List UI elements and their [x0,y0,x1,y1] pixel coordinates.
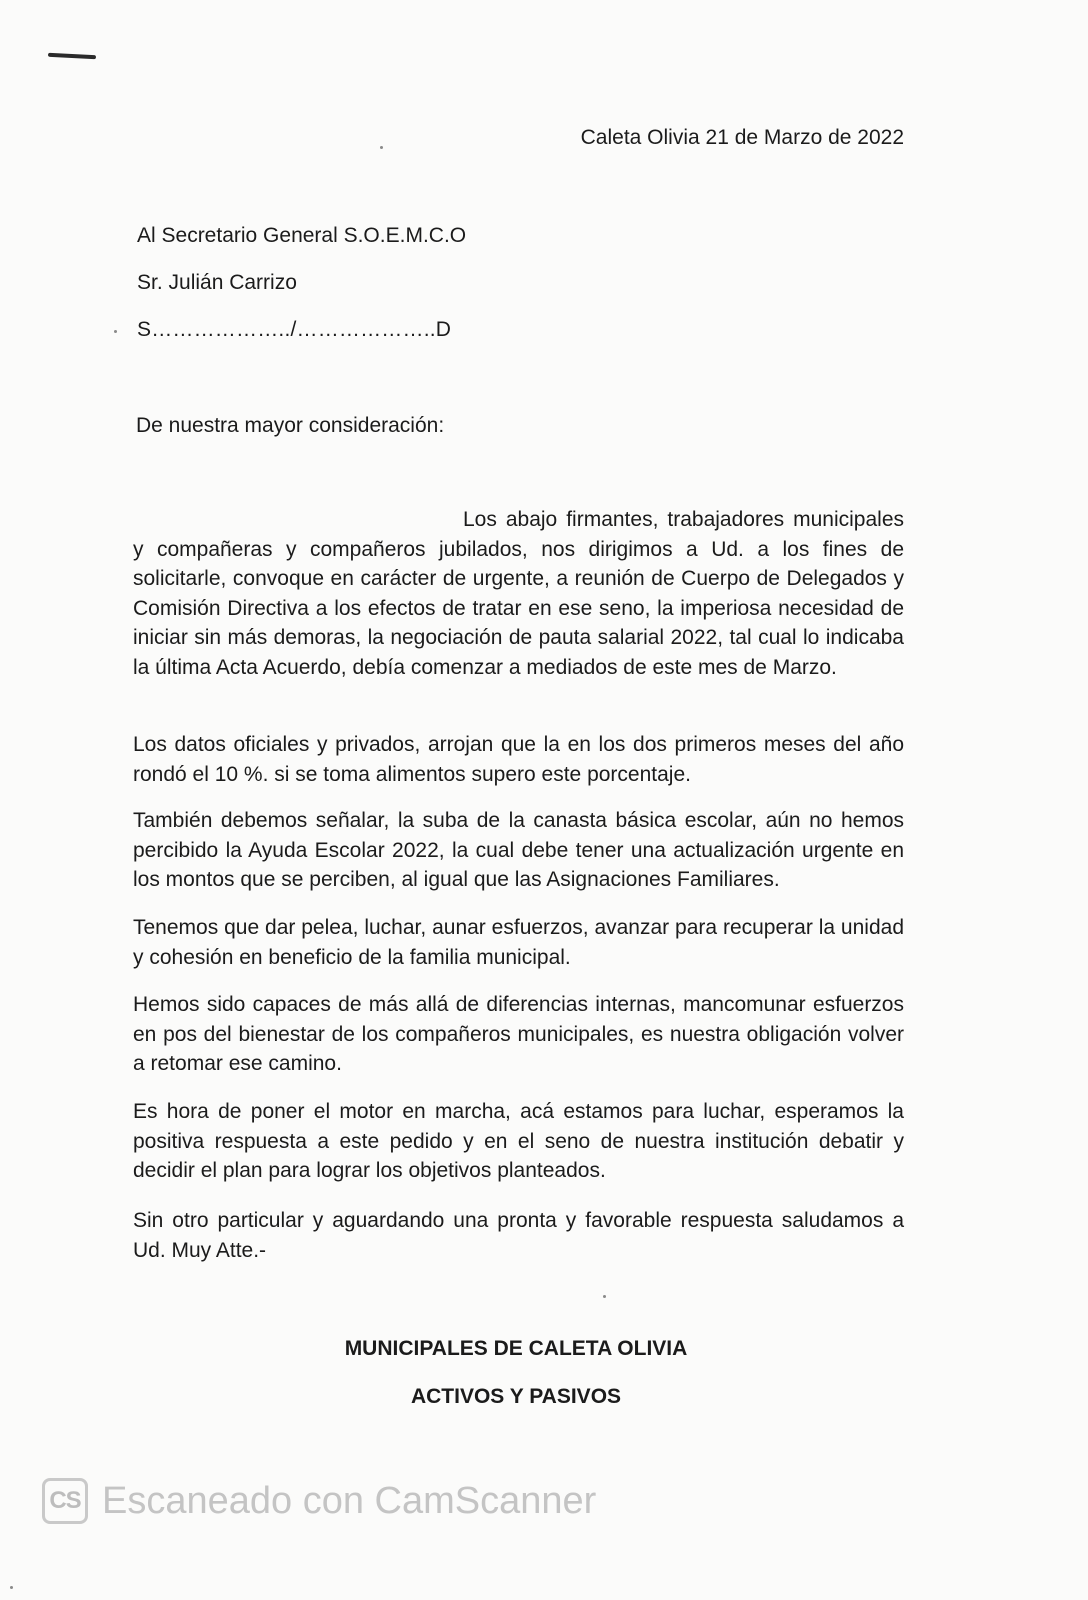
paragraph-closing: Sin otro particular y aguardando una pronta y favorable respuesta saludamos a Ud. Muy Atte.- [133,1209,904,1262]
paragraph-school-aid: También debemos señalar, la suba de la canasta básica escolar, aún no hemos percibido la Ayuda Escolar 2022, la cual debe tener una actualización urgente en los montos que se perciben, al igual que las Asignaciones Familiares. [133,809,904,891]
paragraph-past-efforts: Hemos sido capaces de más allá de diferencias internas, mancomunar esfuerzos en pos del bienestar de los compañeros municipales, es nuestra obligación volver a retomar ese camino. [133,993,904,1075]
camscanner-logo-icon: CS [42,1478,88,1524]
recipient-title: Al Secretario General S.O.E.M.C.O [137,224,467,247]
scan-speck [114,330,117,333]
paragraph-request: Los abajo firmantes, trabajadores municipales y compañeras y compañeros jubilados, nos dirigimos a Ud. a los fines de solicitarle, convoque en carácter de urgente, a reunión de Cuerpo de Delegados y Comisión Directiva a los efectos de tratar en ese seno, la imperiosa necesidad de iniciar sin más demoras, la negociación de pauta salarial 2022, tal cual lo indicaba la última Acta Acuerdo, debía comenzar a mediados de este mes de Marzo. [133,508,904,679]
greeting: De nuestra mayor consideración: [136,414,445,437]
watermark-text: Escaneado con CamScanner [102,1479,597,1522]
paragraph-unity: Tenemos que dar pelea, luchar, aunar esfuerzos, avanzar para recuperar la unidad y cohesión en beneficio de la familia municipal. [133,916,904,969]
recipient-salutation-line: S………………../………………..D [137,318,452,341]
scan-speck [603,1295,606,1298]
pen-mark [48,53,96,60]
signature-line-2: ACTIVOS Y PASIVOS [410,1385,622,1408]
camscanner-watermark [42,1478,596,1524]
paragraph-inflation: Los datos oficiales y privados, arrojan que la en los dos primeros meses del año rondó el 10 %. si se toma alimentos supero este porcentaje. [133,733,904,786]
recipient-name: Sr. Julián Carrizo [137,271,297,294]
paragraph-call-to-action: Es hora de poner el motor en marcha, acá estamos para luchar, esperamos la positiva respuesta a este pedido y en el seno de nuestra institución debatir y decidir el plan para lograr los objetivos planteados. [133,1100,904,1182]
scan-speck [380,146,383,149]
signature-line-1: MUNICIPALES DE CALETA OLIVIA [344,1337,688,1360]
letter-date: Caleta Olivia 21 de Marzo de 2022 [580,126,904,149]
scan-speck [10,1586,13,1589]
